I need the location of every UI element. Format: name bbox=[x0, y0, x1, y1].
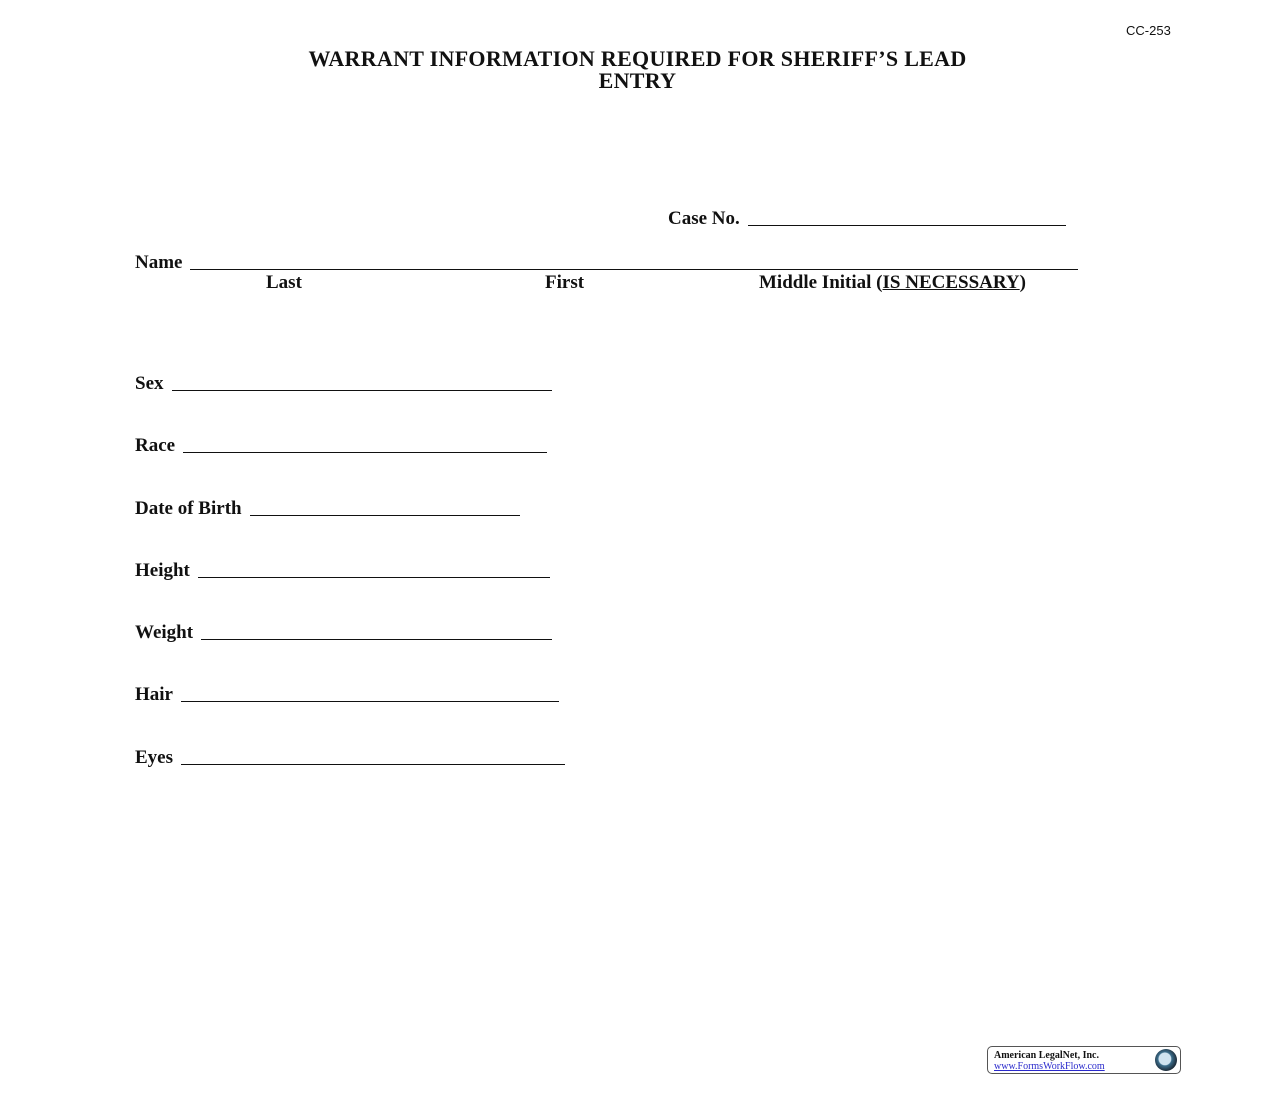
title-line-1: WARRANT INFORMATION REQUIRED FOR SHERIFF’S LEAD bbox=[308, 46, 967, 71]
name-input-line[interactable] bbox=[190, 268, 1078, 270]
middle-emphasis: IS NECESSARY bbox=[882, 272, 1020, 293]
globe-icon bbox=[1155, 1049, 1177, 1071]
field-label: Date of Birth bbox=[135, 498, 242, 519]
middle-suffix: ) bbox=[1019, 272, 1026, 293]
field-label: Hair bbox=[135, 684, 173, 705]
field-label: Sex bbox=[135, 373, 164, 394]
name-label: Name bbox=[135, 252, 183, 273]
weight-input-line[interactable] bbox=[201, 638, 552, 640]
hair-field bbox=[135, 684, 559, 706]
field-label: Weight bbox=[135, 622, 194, 643]
race-input-line[interactable] bbox=[183, 451, 547, 453]
case-no-input-line[interactable] bbox=[748, 224, 1066, 226]
height-field bbox=[135, 560, 550, 582]
name-last-caption: Last bbox=[266, 272, 302, 293]
form-code: CC-253 bbox=[1126, 23, 1171, 38]
hair-input-line[interactable] bbox=[181, 700, 559, 702]
page-title bbox=[150, 48, 1125, 92]
field-label: Eyes bbox=[135, 747, 173, 768]
weight-field bbox=[135, 622, 552, 644]
case-no-label: Case No. bbox=[668, 208, 740, 229]
name-middle-caption bbox=[759, 272, 1026, 294]
title-line-2: ENTRY bbox=[598, 68, 677, 93]
date-of-birth-field bbox=[135, 498, 520, 520]
height-input-line[interactable] bbox=[198, 576, 550, 578]
eyes-input-line[interactable] bbox=[181, 763, 565, 765]
logo-company: American LegalNet, Inc. bbox=[994, 1050, 1099, 1061]
race-field bbox=[135, 435, 547, 457]
eyes-field bbox=[135, 747, 565, 769]
logo-url-link[interactable]: www.FormsWorkFlow.com bbox=[994, 1061, 1105, 1072]
sex-input-line[interactable] bbox=[172, 389, 552, 391]
name-first-caption: First bbox=[545, 272, 585, 293]
date-of-birth-input-line[interactable] bbox=[250, 514, 520, 516]
name-field bbox=[135, 252, 1078, 274]
field-label: Height bbox=[135, 560, 190, 581]
field-label: Race bbox=[135, 435, 176, 456]
american-legalnet-logo[interactable] bbox=[987, 1046, 1181, 1074]
case-no-field bbox=[668, 208, 1066, 230]
sex-field bbox=[135, 373, 552, 395]
middle-prefix: Middle Initial ( bbox=[759, 272, 883, 293]
